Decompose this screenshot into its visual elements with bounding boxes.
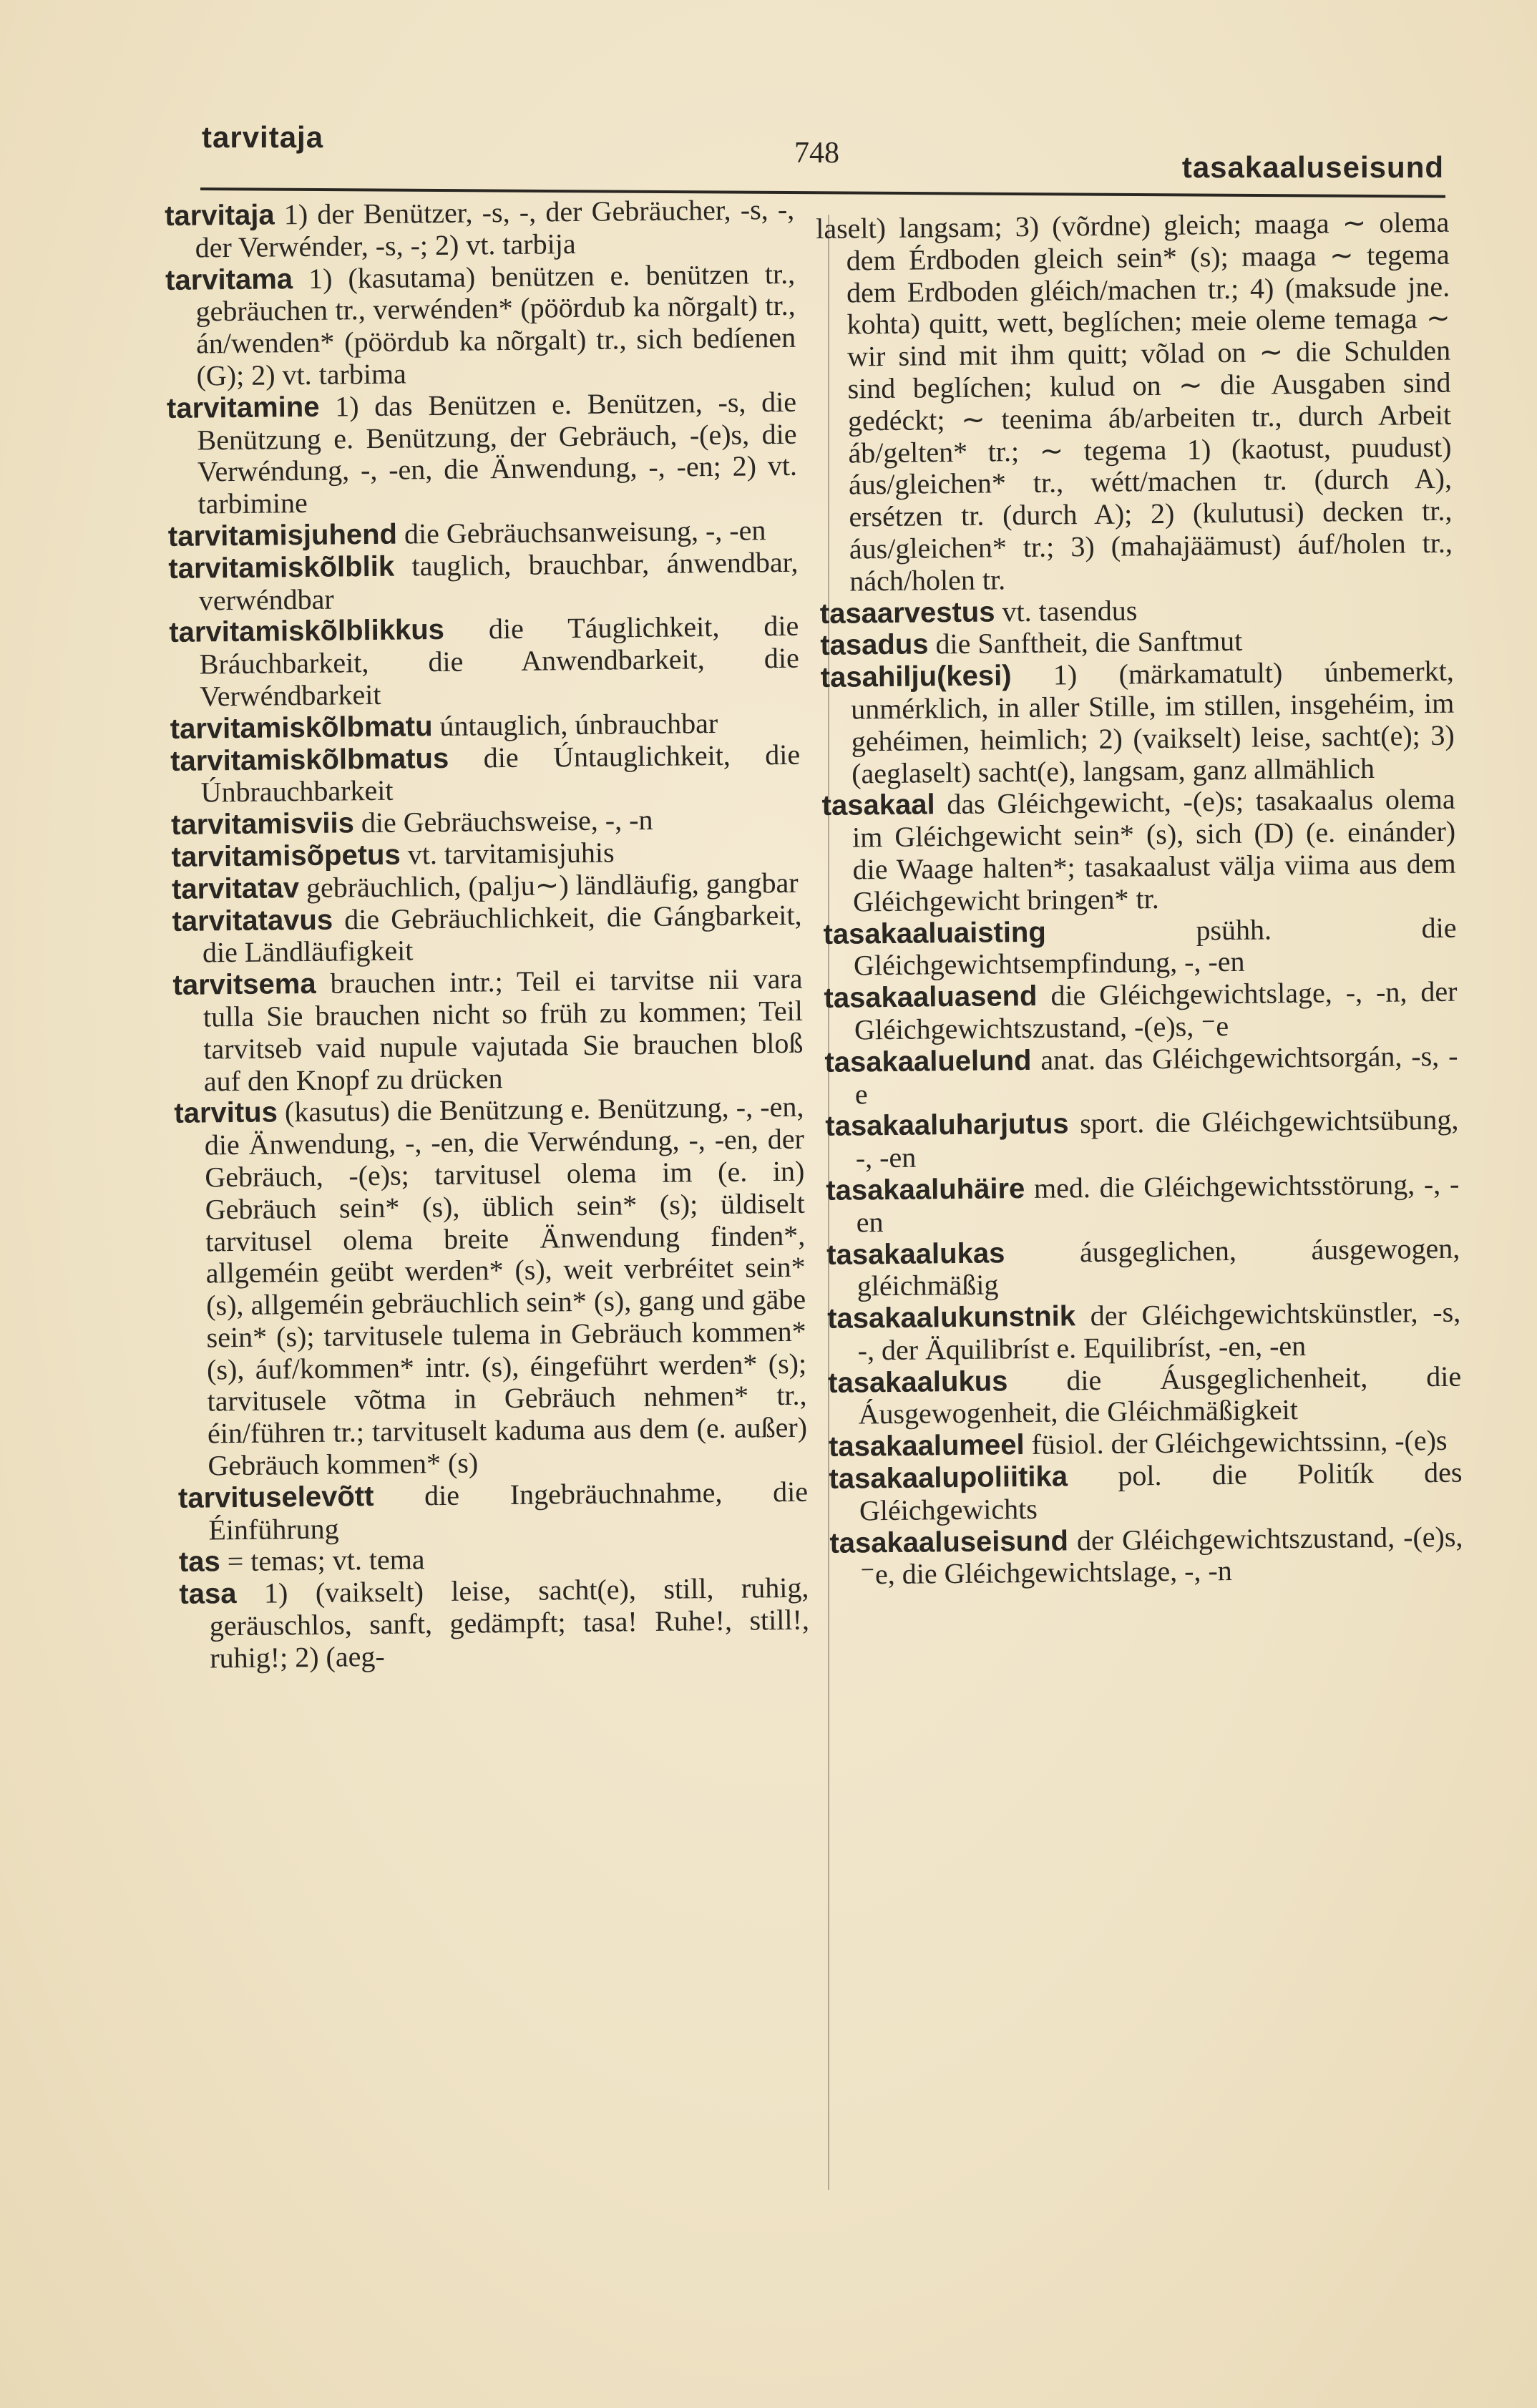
entry-text: die Áusgeglichenheit, die Áusgewogenheit, die Gléichmäßigkeit [858, 1360, 1462, 1430]
dictionary-entry [165, 194, 795, 265]
entry-text: med. die Gléichgewichtsstörung, -, -en [856, 1167, 1460, 1239]
headword: tarvitamisjuhend [167, 518, 398, 552]
entry-text: die Sanftheit, die Sanftmut [928, 625, 1243, 661]
entry-text: vt. tasendus [995, 593, 1138, 628]
headword: tarvituselevõtt [177, 1480, 374, 1514]
dictionary-entry [168, 547, 799, 618]
headword: tarvitamiskõlblik [168, 550, 395, 585]
headword: tasakaaluaisting [823, 916, 1047, 950]
headword: tasakaalukunstnik [826, 1300, 1076, 1335]
entry-text: 1) (kasutama) benützen e. benützen tr., gebräuchen tr., verwénden* (pöördub ka nõrgalt) tr., án/wenden* (pöördub ka nõrgalt) tr., sich bedíenen (G); 2) vt. tarbima [195, 257, 796, 392]
headword: tarvitamiskõlbmatus [170, 742, 449, 777]
entry-text: sport. die Gléichgewichtsübung, -, -en [855, 1103, 1459, 1174]
dictionary-entry [167, 386, 798, 521]
entry-text: gebräuchlich, (palju∼) ländläufig, gangbar [298, 866, 799, 904]
entry-text: der Gléichgewichtskünstler, -s, -, der Äquilibríst e. Equilibríst, -en, -en [857, 1295, 1461, 1367]
headword: tarvitamisviis [170, 807, 355, 842]
entry-text: pol. die Politík des Gléichgewichts [859, 1456, 1463, 1527]
headword: tarvitatav [171, 872, 300, 905]
headword: tasakaaluhäire [826, 1172, 1025, 1207]
entry-text: der Gléichgewichtszustand, -(e)s, ⁻e, die Gléichgewichtslage, -, -n [859, 1520, 1463, 1591]
entry-text: psühh. die Gléichgewichtsempfindung, -, -en [853, 911, 1457, 982]
header-rule [200, 187, 1445, 198]
dictionary-entry [178, 1476, 809, 1547]
headword: tasaarvestus [819, 595, 995, 630]
dictionary-entry [824, 976, 1458, 1047]
headword: tasakaalupoliitika [829, 1461, 1068, 1495]
entry-text: die Úntauglichkeit, die Únbrauchbarkeit [200, 738, 801, 809]
entry-text: brauchen intr.; Teil ei tarvitse nii vara tulla Sie brauchen nicht so früh zu kommen; Teil tarvitseb vaid nupule vajutada Sie brauchen bloß auf den Knopf zu drücken [203, 962, 804, 1098]
dictionary-entry [170, 739, 801, 809]
headword: tarvitus [174, 1096, 278, 1130]
dictionary-entry [824, 1040, 1458, 1111]
headword: tarvitamisõpetus [171, 839, 401, 873]
entry-text: 1) (vaikselt) leise, sacht(e), still, ruhig, geräuschlos, sanft, gedämpft; tasa! Ruhe!, still!, ruhig!; 2) (aeg- [209, 1571, 810, 1675]
entry-text: áusgeglichen, áusgewogen, gléichmäßig [857, 1232, 1460, 1302]
entry-text: 1) der Benützer, -s, -, der Gebräucher, -s, -, der Verwénder, -s, -; 2) vt. tarbija [195, 192, 795, 264]
guide-word-first: tarvitaja [202, 120, 324, 154]
headword: tasakaaluelund [824, 1044, 1032, 1078]
headword: tarvitama [165, 263, 293, 296]
dictionary-entry [816, 207, 1453, 598]
headword: tarvitamiskõlblikkus [169, 614, 445, 649]
entry-text: die Gebräuchlichkeit, die Gángbarkeit, die Ländläufigkeit [202, 898, 802, 969]
dictionary-entry [829, 1457, 1463, 1528]
headword: tasadus [820, 628, 929, 662]
entry-text: = temas; vt. tema [220, 1543, 425, 1578]
guide-word-last: tasakaaluseisund [1181, 150, 1444, 184]
headword: tasakaal [821, 789, 935, 822]
entry-text: tauglich, brauchbar, ánwendbar, verwéndbar [198, 545, 799, 617]
dictionary-entry [172, 899, 802, 970]
headword: tasakaaluharjutus [825, 1108, 1069, 1143]
headword: tasakaalukus [827, 1365, 1008, 1399]
headword: tarvitsema [172, 967, 316, 1002]
headword: tasakaaluasend [824, 980, 1038, 1015]
entry-text: anat. das Gléichgewichtsorgán, -s, -e [854, 1039, 1458, 1111]
headword: tasakaalumeel [828, 1429, 1025, 1463]
left-column [165, 194, 810, 1675]
headword: tarvitatavus [172, 904, 333, 937]
running-head [0, 107, 1537, 186]
entry-text: vt. tarvitamisjuhis [400, 836, 615, 871]
entry-text: das Gléichgewicht, -(e)s; tasakaalus olema im Gléichgewicht sein* (s), sich (D) (e. einánder) die Waage halten*; tasakaalust välja viima aus dem Gléichgewicht bringen* tr. [852, 783, 1456, 918]
entry-text: 1) das Benützen e. Benützen, -s, die Benützung e. Benützung, der Gebräuch, -(e)s, die Verwéndung, -, -en, die Änwendung, -, -en; 2) vt. tarbimine [197, 385, 798, 520]
headword: tasakaalukas [826, 1237, 1005, 1271]
entry-text: úntauglich, únbrauchbar [432, 706, 718, 742]
dictionary-entry [826, 1169, 1460, 1239]
dictionary-entry [179, 1572, 809, 1675]
headword: tasa [179, 1578, 237, 1611]
headword: tas [178, 1546, 220, 1579]
page-number: 748 [794, 137, 839, 170]
entry-text: 1) (märkamatult) únbemerkt, unmérklich, in aller Stille, im stillen, insgehéim, im gehéimen, heimlich; 2) (vaikselt) leise, sacht(e); 3) (aeglaselt) sacht(e), langsam, ganz allmählich [851, 654, 1455, 790]
dictionary-entry [165, 258, 796, 392]
dictionary-entry [172, 963, 804, 1098]
entry-text: die Gebräuchsanweisung, -, -en [396, 514, 766, 550]
dictionary-entry [826, 1232, 1460, 1303]
headword: tarvitamine [166, 391, 320, 424]
entry-text: die Táuglichkeit, die Bráuchbarkeit, die Anwendbarkeit, die Verwéndbarkeit [199, 610, 799, 713]
dictionary-entry [821, 655, 1455, 790]
entry-text: die Gebräuchsweise, -, -n [353, 804, 653, 839]
entry-text: die Ingebräuchnahme, die Éinführung [208, 1475, 809, 1546]
entry-text: laselt) langsam; 3) (võrdne) gleich; maaga ∼ olema dem Érdboden gleich sein* (s); maaga ∼ tegema dem Erdboden gléich/machen tr.; 4) (maksude jne. kohta) quitt, wett, beglíchen; meie oleme temaga ∼ wir sind mit ihm quitt; võlad on ∼ die Schulden sind beglíchen; kulud on ∼ die Ausgaben sind gedéckt; ∼ teenima áb/arbeiten tr., durch Arbeit áb/gelten* tr.; ∼ tegema 1) (kaotust, puudust) áus/gleichen* tr., wétt/machen tr. (durch A), ersétzen tr. (durch A); 2) (kulutusi) decken tr., áus/gleichen* tr.; 3) (mahajäämust) áuf/holen tr., nách/holen tr. [815, 205, 1453, 598]
dictionary-entry [825, 1104, 1459, 1175]
dictionary-entry [829, 1521, 1463, 1591]
dictionary-entry [827, 1297, 1461, 1368]
entry-text: die Gléichgewichtslage, -, -n, der Gléichgewichtszustand, -(e)s, ⁻e [854, 975, 1458, 1046]
right-column [816, 207, 1463, 1591]
dictionary-entry [169, 610, 799, 713]
headword: tasakaaluseisund [829, 1525, 1069, 1559]
dictionary-entry [174, 1091, 808, 1483]
entry-text: füsiol. der Gléichgewichtssinn, -(e)s [1024, 1424, 1448, 1461]
headword: tarvitaja [165, 199, 275, 232]
headword: tasahilju(kesi) [820, 660, 1012, 694]
dictionary-entry [828, 1360, 1462, 1431]
headword: tarvitamiskõlbmatu [170, 710, 433, 745]
entry-text: (kasutus) die Benützung e. Benützung, -, -en, die Änwendung, -, -en, die Verwéndung, -, -en, der Gebräuch, -(e)s; tarvitusel olema im (e. in) Gebräuch sein* (s), üblich sein* (s); üldiselt tarvitusel olema breite Änwendung finden*, allgeméin geübt werden* (s), weit verbréitet sein* (s), allgeméin gebräuchlich sein* (s), gang und gäbe sein* (s); tarvitusele tulema in Gebräuch kommen* (s), áuf/kommen* intr. (s), éingeführt werden* (s); tarvitusele võtma in Gebräuch nehmen* tr., éin/führen tr.; tarvituselt kaduma aus dem (e. außer) Gebräuch kommen* (s) [204, 1091, 808, 1482]
dictionary-entry [821, 784, 1456, 918]
dictionary-entry [823, 912, 1457, 983]
